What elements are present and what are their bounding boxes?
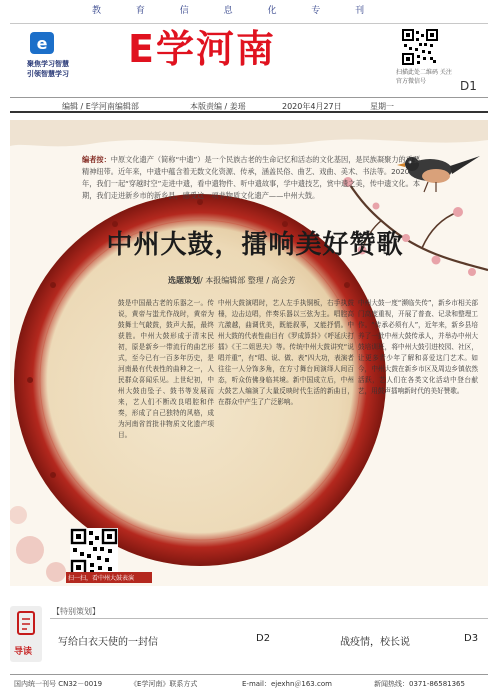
issue-weekday: 星期一 [370, 102, 394, 111]
guide-story-2-title[interactable]: 战疫情，校长说 [340, 637, 410, 648]
footer-publication: 《E学河南》联系方式 [130, 680, 198, 688]
editor-credit: 编辑 / E学河南编辑部 [62, 102, 139, 111]
guide-badge [10, 606, 42, 662]
feature-article [10, 120, 488, 586]
guide-story-1-page: D2 [256, 633, 271, 644]
slogan-divider [10, 23, 488, 24]
qr-code-caption: 扫一扫，看中州大鼓表演 [66, 572, 152, 583]
newspaper-title [128, 26, 368, 76]
editor-note [82, 154, 422, 202]
performance-qr-code-icon[interactable] [70, 528, 118, 576]
guide-section-tag: 【特别策划】 [52, 607, 100, 616]
qr-caption: 扫描此处二维码 关注官方微信号 [396, 69, 452, 85]
footer-email[interactable]: E-mail：ejexhn＠163.com [242, 680, 332, 688]
editor-note-label: 编者按： [82, 155, 111, 164]
article-column-2: 中州大鼓演唱时，艺人左手执铜板，右手执鼓棰，边击边唱，伴奏乐器以三弦为主。唱腔高亢激越，曲调优美，既能叙事，又能抒情。中州大鼓的代表性曲目有《罗成算卦》《呼延庆打擂》《王二姐思夫》等。传统中州大鼓讲究“说唱并重”，有“唱、说、做、表”四大功，表演者往往一人分饰多角，在方寸舞台间演绎人间百态，听众仿佛身临其境。新中国成立后，中州大鼓艺人编演了大量反映时代生活的新曲目，在群众中产生了广泛影响。 [218, 299, 354, 406]
svg-text:e: e [36, 34, 48, 53]
editor-bar [10, 97, 488, 113]
footer-cn-number: 国内统一刊号 CN32－0019 [14, 680, 103, 688]
footer-hotline: 新闻热线：0371-86581365 [374, 680, 465, 688]
logo-tagline-2: 引领智慧学习 [27, 70, 69, 78]
guide-label: 导读 [14, 647, 33, 657]
editor-note-text: 中原文化遗产（简称“中遗”）是一个民族古老的生命记忆和活态的文化基因，是民族凝聚力的重要精神纽带。近年来，中遗中蕴含着无数文化资源、传承，涵盖民俗、曲艺、戏曲、美术、书法等。2020年，我们一起“穿越时空”走进中遗，看中遗物件、听中遗故事，学中遗技艺，赏中遗之美，传中遗文化。本期，我们走进新乡市的新乡县，感受这一项非物质文化遗产——中州大鼓。 [82, 155, 421, 200]
proof-editor-credit: 本版责编 / 姜瑶 [190, 102, 246, 111]
guide-story-1-title[interactable]: 写给白衣天使的一封信 [58, 637, 158, 648]
publisher-logo [8, 30, 88, 80]
byline-label: 选题策划 [168, 276, 200, 285]
guide-divider [50, 618, 488, 619]
byline-credits: / 本报编辑部 整理 / 高会芳 [200, 276, 296, 285]
guide-bar [10, 600, 488, 670]
article-headline: 中州大鼓，擂响美好赞歌 [106, 230, 404, 260]
e-logo-icon [28, 30, 56, 56]
title-text: E学河南 [128, 27, 276, 71]
article-column-1: 鼓是中国最古老的乐器之一。传说，黄帝与蚩尤作战时，黄帝为鼓舞士气敲鼓，鼓声大振，最终获胜。中州大鼓形成于清末民初，原是新乡一带流行的曲艺形式，至今已有一百多年历史，是河南最有代表性的曲种之一，人民群众喜闻乐见。上世纪初，中州大鼓由坠子、鼓书等发展而来，艺人们不断改良唱腔和伴奏，形成了自己独特的风格，成为河南省首批非物质文化遗产项目。 [118, 299, 214, 439]
logo-tagline-1: 聚焦学习智慧 [27, 60, 69, 68]
masthead [0, 0, 497, 118]
issue-date: 2020年4月27日 [282, 102, 342, 111]
guide-story-2-page: D3 [464, 633, 479, 644]
article-byline [168, 275, 368, 286]
page-footer [10, 674, 488, 690]
wechat-qr-code-icon[interactable] [402, 29, 438, 65]
guide-document-icon [10, 608, 42, 642]
article-column-3: 中州大鼓一度“濒临失传”，新乡市相关部门高度重视，开展了普查、记录和整理工作。“传承必须有人”，近年来，新乡县培养了一批中州大鼓传承人，并举办中州大鼓培训班，将中州大鼓引进校园、社区，让更多青少年了解和喜爱这门艺术。如今，中州大鼓在新乡市区及周边乡镇依然活跃，艺人们在各类文化活动中登台献艺，用鼓声擂响新时代的美好赞歌。 [358, 299, 478, 395]
page-number: D1 [460, 79, 477, 93]
masthead-slogan: 教 育 信 息 化 专 刊 [92, 6, 381, 16]
